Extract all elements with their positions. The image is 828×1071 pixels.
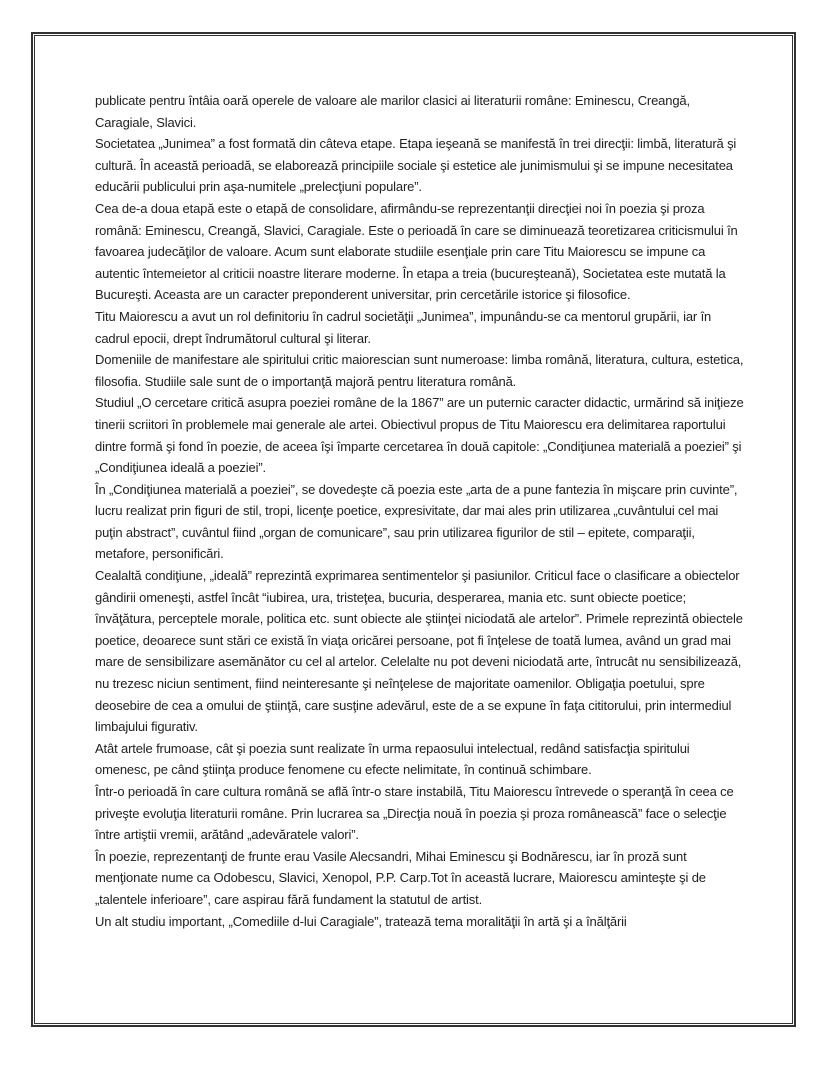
paragraph: Atât artele frumoase, cât şi poezia sunt realizate în urma repaosului intelectual, redând satisfacţia spiritului omenesc, pe când ştiinţa produce fenomene cu efecte nelimitate, în continuă schimbare. bbox=[95, 740, 690, 778]
paragraph: publicate pentru întâia oară operele de valoare ale marilor clasici ai literaturii române: Eminescu, Creangă, Caragiale, Slavici. bbox=[95, 93, 690, 130]
paragraph: Studiul „O cercetare critică asupra poeziei române de la 1867” are un puternic caracter didactic, urmărind să iniţieze tinerii scriitori în problemele mai generale ale artei. Obiectivul propus de Titu Maiorescu era delimitarea raportului dintre formă şi fond în poezie, de aceea îşi împarte cercetarea în două capitole: „Condiţiunea materială a poeziei” şi „Condiţiunea ideală a poeziei”. bbox=[95, 395, 744, 476]
paragraph: În poezie, reprezentanţi de frunte erau Vasile Alecsandri, Mihai Eminescu şi Bodnărescu, iar în proză sunt menţionate nume ca Odobescu, Slavici, Xenopol, P.P. Carp.Tot în această lucrare, Maiorescu aminteşte şi de „talentele inferioare”, care aspirau fără fundament la statutul de artist. bbox=[95, 848, 706, 907]
paragraph: Societatea „Junimea” a fost formată din câteva etape. Etapa ieşeană se manifestă în trei direcţii: limbă, literatură şi cultură. În această perioadă, se elaborează principiile sociale şi estetice ale junimismului şi se impune necesitatea educării publicului prin aşa-numitele „prelecţiuni populare”. bbox=[95, 136, 737, 195]
paragraph: Într-o perioadă în care cultura română se află într-o stare instabilă, Titu Maiorescu întrevede o speranţă în ceea ce priveşte evoluţia literaturii române. Prin lucrarea sa „Direcţia nouă în poezia şi proza românească” face o selecţie între artiştii vremii, arătând „adevăratele valori”. bbox=[95, 784, 734, 843]
paragraph: Domeniile de manifestare ale spiritului critic maiorescian sunt numeroase: limba română, literatura, cultura, estetica, filosofia. Studiile sale sunt de o importanţă majoră pentru literatura română. bbox=[95, 352, 744, 389]
paragraph: În „Condiţiunea materială a poeziei”, se dovedeşte că poezia este „arta de a pune fantezia în mişcare prin cuvinte”, lucru realizat prin figuri de stil, tropi, licenţe poetice, expresivitate, dar mai ales prin utilizarea „cuvântului cel mai puţin abstract”, cuvântul fiind „organ de comunicare”, sau prin utilizarea figurilor de stil – epitete, comparaţii, metafore, personificări. bbox=[95, 481, 738, 562]
paragraph: Un alt studiu important, „Comediile d-lui Caragiale”, tratează tema moralităţii în artă şi a înălţării bbox=[95, 913, 627, 929]
paragraph: Cea de-a doua etapă este o etapă de consolidare, afirmându-se reprezentanţii direcţiei noi în poezia şi proza română: Eminescu, Creangă, Slavici, Caragiale. Este o perioadă în care se diminuează teoretizarea criticismului în favoarea judecăţilor de valoare. Acum sunt elaborate studiile esenţiale prin care Titu Maiorescu se impune ca autentic întemeietor al criticii noastre literare moderne. În etapa a treia (bucureşteană), Societatea este mutată la Bucureşti. Aceasta are un caracter preponderent universitar, prin cercetările istorice şi filosofice. bbox=[95, 200, 738, 303]
paragraph: Cealaltă condiţiune, „ideală” reprezintă exprimarea sentimentelor şi pasiunilor. Criticul face o clasificare a obiectelor gândirii omeneşti, astfel încât “iubirea, ura, tristeţea, bucuria, desperarea, mania etc. sunt obiecte poetice; învăţătura, perceptele morale, politica etc. sunt obiecte ale ştiinţei niciodată ale artelor”. Primele reprezintă obiectele poetice, deoarece sunt stări ce există în viaţa oricărei persoane, pot fi înţelese de toată lumea, având un grad mai mare de sensibilizare asemănător cu cel al artelor. Celelalte nu pot deveni niciodată arte, întrucât nu sensibilizează, nu trezesc niciun sentiment, fiind neinteresante şi neînţelese de majoritate oamenilor. Obligaţia poetului, spre deosebire de cea a omului de ştiinţă, care susţine adevărul, este de a se expune în faţa cititorului, prin intermediul limbajului figurativ. bbox=[95, 568, 743, 735]
paragraph: Titu Maiorescu a avut un rol definitoriu în cadrul societăţii „Junimea”, impunându-se ca mentorul grupării, iar în cadrul epocii, drept îndrumătorul cultural şi literar. bbox=[95, 308, 712, 346]
document-text bbox=[95, 90, 747, 932]
